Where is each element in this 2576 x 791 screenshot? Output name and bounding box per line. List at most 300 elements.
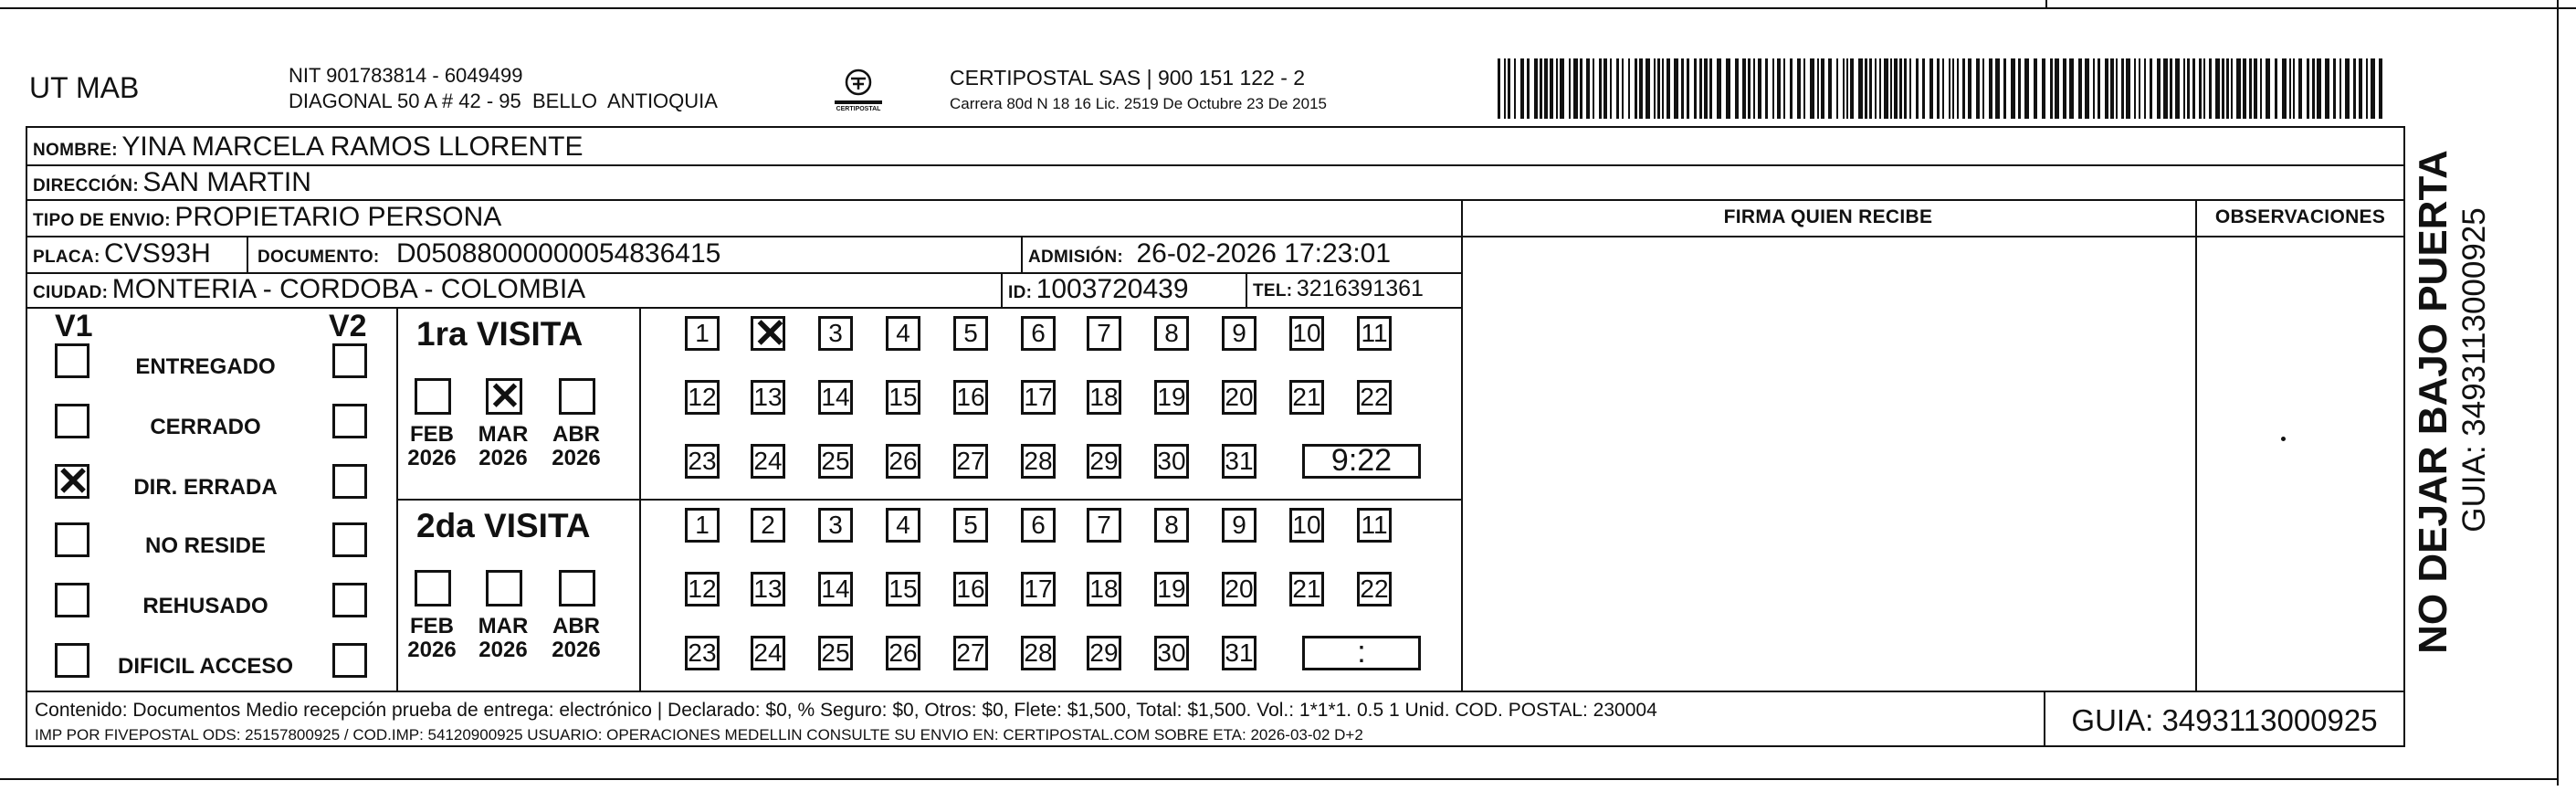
day-box[interactable] — [886, 316, 920, 351]
barcode-bar — [1765, 58, 1768, 119]
v1-checkbox[interactable] — [55, 459, 90, 504]
day-number: 11 — [1361, 319, 1388, 347]
admision-field — [1028, 238, 1391, 269]
barcode-bar — [1599, 58, 1602, 119]
day-box[interactable] — [953, 380, 988, 415]
id-value: 1003720439 — [1036, 274, 1189, 304]
day-number: 6 — [1031, 319, 1046, 347]
tel-field — [1253, 276, 1424, 302]
barcode-bar — [2293, 58, 2295, 119]
day-box[interactable] — [1087, 572, 1121, 606]
day-box[interactable] — [1021, 380, 1056, 415]
month-label: FEB — [410, 422, 454, 447]
day-box[interactable] — [953, 444, 988, 479]
day-number: 1 — [695, 319, 710, 347]
barcode-bar — [1865, 58, 1867, 119]
col-line — [1246, 272, 1247, 307]
day-box[interactable] — [1021, 444, 1056, 479]
day-box[interactable] — [1357, 572, 1392, 606]
barcode-bar — [1869, 58, 1872, 119]
barcode-bar — [1884, 58, 1888, 119]
month-year: 2026 — [478, 446, 528, 470]
barcode-bar — [1674, 58, 1678, 119]
barcode-bar — [1709, 58, 1712, 119]
day-number: 4 — [896, 319, 910, 347]
barcode-bar — [1498, 58, 1500, 119]
row-line — [26, 199, 2405, 201]
day-box[interactable] — [751, 508, 785, 543]
barcode-bar — [1843, 58, 1845, 119]
day-number: 14 — [821, 383, 850, 411]
barcode-bar — [2260, 58, 2262, 119]
col-line — [1001, 272, 1003, 307]
barcode-bar — [2325, 58, 2329, 119]
barcode-bar — [1783, 58, 1785, 119]
day-number: 10 — [1292, 511, 1321, 539]
day-box[interactable] — [1222, 572, 1256, 606]
day-box[interactable] — [1222, 636, 1256, 670]
page-edge — [2557, 0, 2559, 786]
side-warning: NO DEJAR BAJO PUERTA — [2411, 150, 2455, 654]
barcode-bar — [1850, 58, 1854, 119]
day-box[interactable] — [1154, 380, 1189, 415]
documento-label: DOCUMENTO: — [258, 248, 380, 267]
side-warning-box — [2411, 137, 2456, 667]
day-box[interactable] — [953, 316, 988, 351]
barcode-bar — [1662, 58, 1664, 119]
id-field — [1008, 274, 1189, 305]
barcode-bar — [1748, 58, 1751, 119]
barcode-bar — [2116, 58, 2118, 119]
month-checkbox[interactable] — [415, 378, 451, 415]
day-number: 8 — [1164, 319, 1179, 347]
ciudad-value: MONTERIA - CORDOBA - COLOMBIA — [111, 274, 586, 304]
barcode-bar — [2024, 58, 2029, 119]
status-label: REHUSADO — [142, 594, 268, 618]
day-box[interactable] — [1154, 508, 1189, 543]
barcode-bar — [1968, 58, 1971, 119]
barcode-bar — [2034, 58, 2037, 119]
day-number: 14 — [821, 575, 850, 603]
day-box[interactable] — [685, 444, 720, 479]
month-checkbox[interactable] — [559, 570, 595, 606]
barcode-bar — [2126, 58, 2130, 119]
company-name: CERTIPOSTAL SAS | 900 151 122 - 2 — [950, 66, 1306, 90]
barcode-bar — [1962, 58, 1965, 119]
barcode-bar — [2317, 58, 2321, 119]
v1-checkbox[interactable] — [55, 643, 89, 678]
day-number: 31 — [1225, 638, 1254, 667]
day-number: 25 — [821, 638, 850, 667]
day-number: 10 — [1292, 319, 1321, 347]
v1-header: V1 — [55, 309, 93, 343]
day-box[interactable] — [818, 636, 853, 670]
day-box[interactable] — [1289, 380, 1324, 415]
row-line — [26, 307, 1461, 309]
direccion-label: DIRECCIÓN: — [33, 176, 139, 195]
barcode-bar — [2093, 58, 2095, 119]
firma-header: FIRMA QUIEN RECIBE — [1723, 206, 1933, 227]
day-number: 17 — [1024, 383, 1053, 411]
barcode-bar — [2215, 58, 2220, 119]
barcode-bar — [2098, 58, 2100, 119]
day-number: 5 — [963, 319, 978, 347]
day-number: 9 — [1232, 511, 1246, 539]
barcode-bar — [1639, 58, 1643, 119]
second-visit-title: 2da VISITA — [416, 507, 591, 544]
barcode-bar — [2226, 58, 2229, 119]
barcode-bar — [1504, 58, 1506, 119]
barcode-bar — [1610, 58, 1612, 119]
barcode-bar — [1875, 58, 1877, 119]
barcode-bar — [2371, 58, 2375, 119]
page-edge — [0, 778, 2557, 780]
day-number: 28 — [1024, 638, 1053, 667]
day-number: 15 — [888, 383, 918, 411]
barcode-bar — [2199, 58, 2202, 119]
day-number: 9 — [1232, 319, 1246, 347]
barcode-bar — [1514, 58, 1516, 119]
id-label: ID: — [1008, 283, 1033, 302]
barcode-bar — [2110, 58, 2114, 119]
day-box[interactable] — [1021, 572, 1056, 606]
barcode-bar — [2011, 58, 2015, 119]
v2-checkbox[interactable] — [332, 583, 367, 617]
day-box[interactable] — [818, 316, 853, 351]
day-number: 15 — [888, 575, 918, 603]
barcode-bar — [1742, 58, 1746, 119]
barcode-bar — [2275, 58, 2277, 119]
row-line — [396, 499, 1461, 501]
day-box[interactable] — [1087, 380, 1121, 415]
month-label: ABR — [552, 614, 600, 638]
tipo-value: PROPIETARIO PERSONA — [174, 202, 502, 232]
barcode-bar — [1635, 58, 1637, 119]
day-number: 24 — [753, 447, 783, 475]
barcode-bar — [1717, 58, 1721, 119]
day-box[interactable] — [1222, 316, 1256, 351]
barcode-bar — [2055, 58, 2059, 119]
month-checkbox[interactable] — [486, 570, 522, 606]
day-box[interactable] — [751, 380, 785, 415]
day-number: 31 — [1225, 447, 1254, 475]
day-number: 21 — [1292, 383, 1321, 411]
col-line — [247, 236, 248, 272]
barcode-bar — [1569, 58, 1571, 119]
day-box[interactable] — [751, 311, 787, 356]
day-box[interactable] — [1222, 508, 1256, 543]
day-number: 27 — [956, 638, 985, 667]
observaciones-header: OBSERVACIONES — [2214, 206, 2386, 227]
day-number: 3 — [828, 319, 843, 347]
barcode-bar — [1593, 58, 1594, 119]
barcode-bar — [1753, 58, 1755, 119]
day-box[interactable] — [685, 636, 720, 670]
day-number: 16 — [956, 575, 985, 603]
day-box[interactable] — [1357, 380, 1392, 415]
direccion-field — [33, 167, 311, 198]
day-box[interactable] — [685, 508, 720, 543]
barcode-bar — [1573, 58, 1578, 119]
barcode-bar — [1628, 58, 1630, 119]
v2-checkbox[interactable] — [332, 343, 367, 378]
day-box[interactable] — [1087, 508, 1121, 543]
barcode-bar — [2050, 58, 2053, 119]
barcode-bar — [2289, 58, 2291, 119]
barcode-bar — [1797, 58, 1801, 119]
day-number: 5 — [963, 511, 978, 539]
day-box[interactable] — [685, 572, 720, 606]
day-box[interactable] — [886, 444, 920, 479]
barcode-bar — [1929, 58, 1933, 119]
page-edge — [2045, 0, 2047, 9]
barcode-bar — [1817, 58, 1819, 119]
day-box[interactable] — [1021, 316, 1056, 351]
barcode-bar — [1952, 58, 1954, 119]
barcode-bar — [2139, 58, 2140, 119]
v2-checkbox[interactable] — [332, 522, 367, 557]
barcode-bar — [1550, 58, 1553, 119]
day-number: 27 — [956, 447, 985, 475]
day-box[interactable] — [953, 636, 988, 670]
v1-checkbox[interactable] — [55, 583, 89, 617]
company-license: Carrera 80d N 18 16 Lic. 2519 De Octubre 23 De 2015 — [950, 95, 1327, 112]
day-number: 26 — [888, 638, 918, 667]
direccion-value: SAN MARTIN — [142, 167, 311, 197]
barcode-bar — [1803, 58, 1805, 119]
tel-value: 3216391361 — [1296, 276, 1424, 301]
barcode-bar — [1534, 58, 1538, 119]
barcode-bar — [2069, 58, 2074, 119]
barcode-bar — [1758, 58, 1761, 119]
day-box[interactable] — [953, 508, 988, 543]
day-box[interactable] — [1087, 444, 1121, 479]
month-checkbox[interactable] — [486, 374, 522, 417]
month-checkbox[interactable] — [559, 378, 595, 415]
day-box[interactable] — [685, 380, 720, 415]
day-number: 18 — [1089, 383, 1119, 411]
v2-checkbox[interactable] — [332, 643, 367, 678]
barcode-bar — [1699, 58, 1702, 119]
day-box[interactable] — [1289, 508, 1324, 543]
v2-checkbox[interactable] — [332, 464, 367, 499]
day-number: 28 — [1024, 447, 1053, 475]
day-number: 23 — [688, 638, 717, 667]
day-box[interactable] — [886, 380, 920, 415]
col-line — [1021, 236, 1023, 272]
barcode-bar — [2018, 58, 2021, 119]
tipo-field — [33, 202, 501, 233]
barcode-bar — [2085, 58, 2089, 119]
barcode-bar — [2187, 58, 2190, 119]
row-line — [1461, 236, 2405, 237]
barcode-bar — [1540, 58, 1542, 119]
v1-checkbox[interactable] — [55, 404, 89, 438]
tel-label: TEL: — [1253, 281, 1293, 301]
barcode-bar — [1704, 58, 1708, 119]
admision-label: ADMISIÓN: — [1028, 248, 1124, 267]
day-number: 20 — [1225, 575, 1254, 603]
barcode-bar — [2266, 58, 2270, 119]
barcode-bar — [2170, 58, 2172, 119]
day-box[interactable] — [886, 508, 920, 543]
barcode-bar — [2192, 58, 2195, 119]
day-box[interactable] — [1289, 572, 1324, 606]
x-mark: ✕ — [489, 374, 521, 417]
day-box[interactable] — [1154, 316, 1189, 351]
barcode-bar — [2003, 58, 2006, 119]
day-box[interactable] — [1154, 572, 1189, 606]
barcode-bar — [1976, 58, 1980, 119]
documento-field — [258, 238, 720, 269]
barcode-bar — [1777, 58, 1781, 119]
month-checkbox[interactable] — [415, 570, 451, 606]
day-box[interactable] — [818, 444, 853, 479]
v2-checkbox[interactable] — [332, 404, 367, 438]
barcode-bar — [2163, 58, 2168, 119]
barcode-bar — [2134, 58, 2136, 119]
status-label: ENTREGADO — [135, 354, 276, 379]
barcode-bar — [1556, 58, 1558, 119]
barcode-bar — [2183, 58, 2185, 119]
barcode-bar — [2150, 58, 2152, 119]
barcode-bar — [2209, 58, 2212, 119]
barcode-bar — [1904, 58, 1907, 119]
barcode-bar — [1949, 58, 1950, 119]
barcode-bar — [1995, 58, 2000, 119]
day-box[interactable] — [886, 636, 920, 670]
month-year: 2026 — [478, 638, 528, 662]
day-box[interactable] — [751, 444, 785, 479]
day-box[interactable] — [1357, 316, 1392, 351]
day-box[interactable] — [1087, 316, 1121, 351]
tipo-label: TIPO DE ENVIO: — [33, 211, 171, 230]
day-box[interactable] — [1021, 636, 1056, 670]
day-box[interactable] — [886, 572, 920, 606]
barcode-bar — [2243, 58, 2246, 119]
sender-nit: NIT 901783814 - 6049499 — [289, 64, 523, 87]
day-box[interactable] — [818, 572, 853, 606]
month-year: 2026 — [552, 638, 601, 662]
day-number: 19 — [1157, 383, 1186, 411]
barcode-bar — [1681, 58, 1684, 119]
barcode-bar — [2298, 58, 2302, 119]
nombre-label: NOMBRE: — [33, 141, 118, 160]
time-box[interactable]: : — [1302, 636, 1421, 670]
day-box[interactable] — [1021, 508, 1056, 543]
day-box[interactable] — [685, 316, 720, 351]
time-box[interactable]: 9:22 — [1302, 444, 1421, 479]
day-number: 1 — [695, 511, 710, 539]
barcode-bar — [1560, 58, 1564, 119]
day-box[interactable] — [953, 572, 988, 606]
barcode-bar — [1654, 58, 1656, 119]
day-box[interactable] — [1357, 508, 1392, 543]
day-box[interactable] — [1154, 636, 1189, 670]
sender-address: DIAGONAL 50 A # 42 - 95 BELLO ANTIOQUIA — [289, 90, 718, 112]
barcode-bar — [2175, 58, 2180, 119]
barcode-bar — [1989, 58, 1992, 119]
day-number: 20 — [1225, 383, 1254, 411]
day-box[interactable] — [1289, 316, 1324, 351]
day-number: 18 — [1089, 575, 1119, 603]
barcode-bar — [1858, 58, 1863, 119]
footer-contenido: Contenido: Documentos Medio recepción prueba de entrega: electrónico | Declarado: $0, % Seguro: $0, Otros: $0, Flete: $1,500, Total: $1,500. Vol.: 1*1*1. 0.5 1 Unid. COD. POSTAL: 230004 — [35, 700, 1657, 721]
barcode-bar — [1616, 58, 1619, 119]
day-box[interactable] — [1087, 636, 1121, 670]
barcode-bar — [1645, 58, 1650, 119]
barcode-bar — [1922, 58, 1925, 119]
footer-guia: GUIA: 3493113000925 — [2071, 703, 2378, 737]
barcode-bar — [1957, 58, 1959, 119]
ciudad-label: CIUDAD: — [33, 283, 109, 302]
barcode-bar — [2359, 58, 2362, 119]
day-number: 30 — [1157, 638, 1186, 667]
day-number: 24 — [753, 638, 783, 667]
barcode-bar — [1622, 58, 1624, 119]
day-box[interactable] — [1222, 444, 1256, 479]
day-number: 12 — [688, 383, 717, 411]
barcode-bar — [2249, 58, 2252, 119]
placa-field — [33, 238, 211, 269]
barcode-bar — [2078, 58, 2082, 119]
day-number: 11 — [1361, 511, 1388, 539]
nombre-field — [33, 132, 583, 163]
barcode-bar — [2345, 58, 2350, 119]
day-box[interactable] — [751, 636, 785, 670]
day-number: 21 — [1292, 575, 1321, 603]
barcode-bar — [1909, 58, 1911, 119]
sender-name: UT MAB — [29, 71, 140, 104]
day-box[interactable] — [1222, 380, 1256, 415]
barcode-bar — [2063, 58, 2066, 119]
month-year: 2026 — [552, 446, 601, 470]
day-box[interactable] — [818, 380, 853, 415]
row-line — [26, 164, 2405, 166]
col-line — [2195, 199, 2197, 691]
day-number: 3 — [828, 511, 843, 539]
row-line — [26, 691, 2405, 692]
barcode-bar — [1899, 58, 1902, 119]
month-label: FEB — [410, 614, 454, 638]
day-box[interactable] — [751, 572, 785, 606]
barcode-bar — [2339, 58, 2341, 119]
month-year: 2026 — [407, 446, 457, 470]
barcode-bar — [1667, 58, 1670, 119]
v1-checkbox[interactable] — [55, 343, 89, 378]
barcode-bar — [1580, 58, 1582, 119]
barcode-bar — [2333, 58, 2336, 119]
barcode-bar — [2307, 58, 2309, 119]
day-box[interactable] — [1154, 444, 1189, 479]
x-mark: ✕ — [56, 459, 90, 504]
day-number: 16 — [956, 383, 985, 411]
day-box[interactable] — [818, 508, 853, 543]
month-label: MAR — [478, 422, 529, 447]
day-number: 13 — [753, 575, 783, 603]
barcode-bar — [1726, 58, 1730, 119]
month-label: MAR — [478, 614, 529, 638]
nombre-value: YINA MARCELA RAMOS LLORENTE — [121, 132, 584, 162]
day-number: 19 — [1157, 575, 1186, 603]
v1-checkbox[interactable] — [55, 522, 89, 557]
barcode-bar — [2042, 58, 2045, 119]
barcode-bar — [1846, 58, 1848, 119]
barcode-bar — [2312, 58, 2315, 119]
admision-value: 26-02-2026 17:23:01 — [1136, 238, 1392, 269]
day-number: 23 — [688, 447, 717, 475]
barcode-bar — [1942, 58, 1944, 119]
